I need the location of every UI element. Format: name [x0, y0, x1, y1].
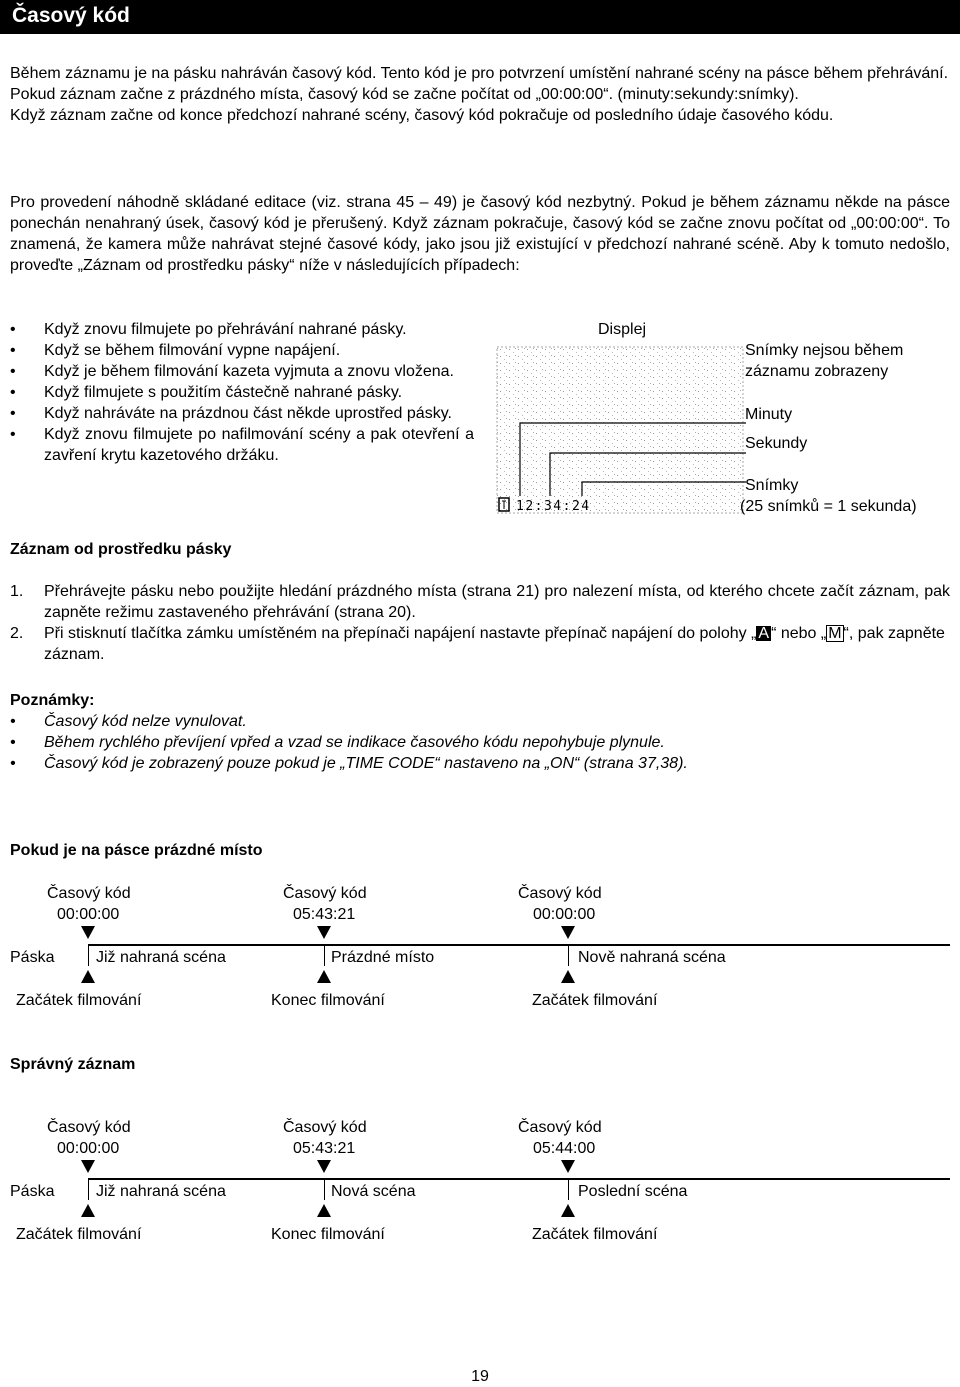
case-item: • Když se během filmování vypne napájení. — [10, 340, 474, 361]
mode-m-symbol: M — [828, 625, 842, 642]
diagram-1-heading: Pokud je na pásce prázdné místo — [10, 842, 263, 859]
tape-segment: Nová scéna — [331, 1183, 416, 1200]
step-2-number: 2. — [10, 625, 24, 642]
timecode-value: 05:44:00 — [533, 1140, 596, 1157]
event-arrow-up — [81, 970, 95, 983]
timecode-arrow-down — [561, 1160, 575, 1173]
timecode-label: Časový kód — [47, 1119, 131, 1136]
case-item: • Když je během filmování kazeta vyjmuta a znovu vložena. — [10, 361, 474, 382]
page-number: 19 — [471, 1368, 489, 1385]
intro-line-3: Když záznam začne od konce předchozí nahrané scény, časový kód pokračuje od posledního údaje časového kódu. — [10, 107, 834, 124]
event-arrow-up — [81, 1204, 95, 1217]
diagram-2-heading: Správný záznam — [10, 1056, 136, 1073]
tape-tick — [324, 1178, 325, 1200]
frames-note: (25 snímků = 1 sekunda) — [740, 498, 917, 515]
tape-segment: Prázdné místo — [331, 949, 435, 966]
note-item: • Časový kód je zobrazený pouze pokud je „TIME CODE“ nastaveno na „ON“ (strana 37,38). — [10, 753, 950, 774]
tape-line — [88, 1178, 950, 1180]
event-arrow-up — [561, 970, 575, 983]
display-screen-frame — [497, 347, 743, 513]
event-arrow-up — [317, 1204, 331, 1217]
timecode-label: Časový kód — [283, 1119, 367, 1136]
tape-tick — [324, 944, 325, 966]
timecode-label: Časový kód — [518, 885, 602, 902]
frames-not-shown-line-2: záznamu zobrazeny — [745, 363, 889, 380]
intro-paragraph-1 — [10, 63, 950, 126]
timecode-value: 00:00:00 — [533, 906, 596, 923]
event-label: Začátek filmování — [16, 1226, 142, 1243]
step-1-number: 1. — [10, 583, 24, 600]
timecode-value: 05:43:21 — [293, 906, 356, 923]
timecode-value: 05:43:21 — [293, 1140, 356, 1157]
step-2-text — [44, 623, 950, 665]
tape-segment: Poslední scéna — [578, 1183, 688, 1200]
event-label: Konec filmování — [271, 1226, 385, 1243]
tape-tick — [568, 1178, 569, 1200]
step-2-part-b: “ nebo „ — [771, 625, 827, 642]
event-label: Konec filmování — [271, 992, 385, 1009]
case-item: • Když nahráváte na prázdnou část někde uprostřed pásky. — [10, 403, 474, 424]
tape-tick — [88, 1178, 89, 1200]
step-2-part-a: Při stisknutí tlačítka zámku umístěném na přepínači napájení nastavte přepínač napájení do polohy „ — [44, 625, 757, 642]
tape-segment: Nově nahraná scéna — [578, 949, 726, 966]
event-arrow-up — [317, 970, 331, 983]
tape-segment: Již nahraná scéna — [96, 949, 226, 966]
intro-paragraph-2: Pro provedení náhodně skládané editace (viz. strana 45 – 49) je časový kód nezbytný. Pokud je během záznamu někde na pásce ponechán nenahraný úsek, časový kód je přerušený. Když záznam pokračuje, časový kód se začne znovu počítat od „00:00:00“. To znamená, že kamera může nahrávat stejné časové kódy, jako jsou již existující v předchozí nahrané scéně. Aby k tomuto nedošlo, proveďte „Záznam od prostředku pásky“ níže v následujících případech: — [10, 194, 950, 274]
display-title: Displej — [598, 321, 647, 338]
timecode-value: 00:00:00 — [57, 906, 120, 923]
notes-heading: Poznámky: — [10, 692, 95, 709]
timecode-arrow-down — [317, 1160, 331, 1173]
timecode-readout: 12:34:24 — [516, 499, 591, 514]
timecode-arrow-down — [561, 926, 575, 939]
display-screen-illustration — [490, 340, 750, 520]
page-title: Časový kód — [12, 4, 130, 27]
notes-list — [10, 711, 950, 774]
tape-label: Páska — [10, 949, 55, 966]
event-arrow-up — [561, 1204, 575, 1217]
step-2-part-c: “, pak zapněte záznam. — [44, 625, 945, 663]
step-1-text: Přehrávejte pásku nebo použijte hledání prázdného místa (strana 21) pro nalezení místa, od kterého chcete začít záznam, pak zapněte režimu zastaveného přehrávání (strana 20). — [44, 583, 950, 621]
timecode-value: 00:00:00 — [57, 1140, 120, 1157]
case-item: • Když znovu filmujete po nafilmování scény a pak otevření a zavření krytu kazetového držáku. — [10, 424, 474, 466]
mode-a-symbol: A — [758, 625, 770, 642]
intro-line-2: Pokud záznam začne z prázdného místa, časový kód se začne počítat od „00:00:00“. (minuty:sekundy:snímky). — [10, 86, 799, 103]
event-label: Začátek filmování — [532, 1226, 658, 1243]
mid-tape-heading: Záznam od prostředku pásky — [10, 541, 232, 558]
intro-line-1: Během záznamu je na pásku nahráván časový kód. Tento kód je pro potvrzení umístění nahrané scény na pásce během přehrávání. — [10, 65, 949, 82]
tape-label: Páska — [10, 1183, 55, 1200]
tape-segment: Již nahraná scéna — [96, 1183, 226, 1200]
minutes-label: Minuty — [745, 406, 793, 423]
case-item: • Když znovu filmujete po přehrávání nahrané pásky. — [10, 319, 474, 340]
timecode-arrow-down — [81, 926, 95, 939]
seconds-label: Sekundy — [745, 435, 808, 452]
frames-label: Snímky — [745, 477, 799, 494]
tape-line — [88, 944, 950, 946]
note-item: • Během rychlého převíjení vpřed a vzad se indikace časového kódu nepohybuje plynule. — [10, 732, 950, 753]
note-item: • Časový kód nelze vynulovat. — [10, 711, 950, 732]
cases-list — [10, 319, 474, 466]
timecode-arrow-down — [81, 1160, 95, 1173]
event-label: Začátek filmování — [16, 992, 142, 1009]
tape-tick — [568, 944, 569, 966]
frames-not-shown-line-1: Snímky nejsou během — [745, 342, 904, 359]
tape-tick — [88, 944, 89, 966]
page-header — [0, 0, 960, 34]
timecode-label: Časový kód — [518, 1119, 602, 1136]
timecode-label: Časový kód — [283, 885, 367, 902]
timecode-label: Časový kód — [47, 885, 131, 902]
event-label: Začátek filmování — [532, 992, 658, 1009]
timecode-arrow-down — [317, 926, 331, 939]
case-item: • Když filmujete s použitím částečně nahrané pásky. — [10, 382, 474, 403]
